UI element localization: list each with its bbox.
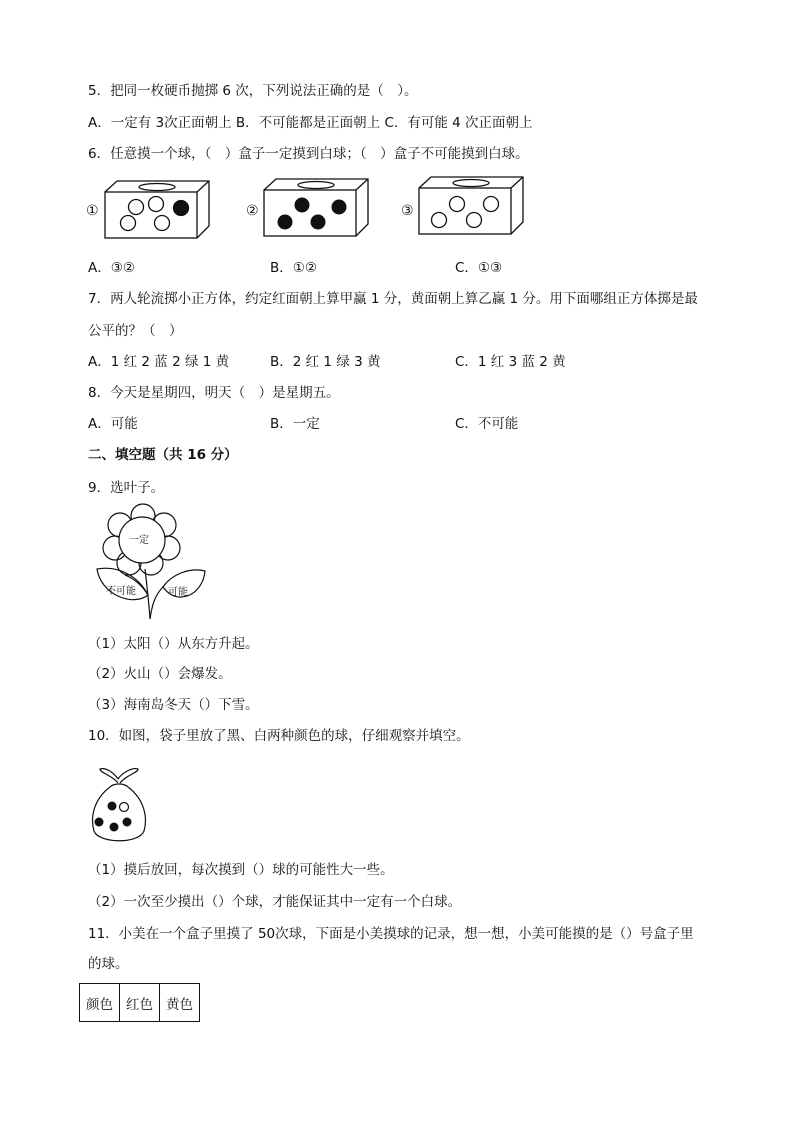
black-ball	[332, 200, 347, 215]
q11-stem-line1: 11．小美在一个盒子里摸了 50次球，下面是小美摸球的记录，想一想，小美可能摸的是（）号盒子里	[88, 926, 694, 942]
table-row	[80, 984, 200, 1022]
white-ball	[484, 197, 499, 212]
q7-option-b: B．2 红 1 绿 3 黄	[270, 354, 381, 370]
q7-stem-line1: 7．两人轮流掷小正方体，约定红面朝上算甲赢 1 分，黄面朝上算乙赢 1 分。用下面哪组正方体掷是最	[88, 291, 698, 307]
q5-options: A．一定有 3次正面朝上 B．不可能都是正面朝上 C．有可能 4 次正面朝上	[88, 115, 533, 131]
leaf-left-label: 不可能	[106, 586, 136, 597]
leaf-right-label: 可能	[168, 587, 188, 598]
black-ball	[123, 818, 132, 827]
white-ball	[467, 213, 482, 228]
q6-option-a: A．③②	[88, 260, 135, 276]
box-3-figure	[419, 176, 525, 236]
white-ball	[121, 216, 136, 231]
black-ball	[174, 201, 189, 216]
black-ball	[278, 215, 293, 230]
black-ball	[295, 198, 310, 213]
section-2-title: 二、填空题（共 16 分）	[88, 447, 238, 463]
box-2-label: ②	[246, 203, 259, 219]
flower-center-label: 一定	[129, 535, 149, 546]
black-ball	[95, 818, 104, 827]
table-header-color: 颜色	[80, 984, 120, 1022]
q6-option-c: C．①③	[455, 260, 503, 276]
q8-stem: 8．今天是星期四，明天（ ）是星期五。	[88, 385, 340, 401]
black-ball	[110, 823, 119, 832]
q8-option-a: A．可能	[88, 416, 138, 432]
q9-stem: 9．选叶子。	[88, 480, 165, 496]
white-ball	[149, 197, 164, 212]
table-header-yellow: 黄色	[160, 984, 200, 1022]
white-ball	[155, 216, 170, 231]
q5-stem: 5．把同一枚硬币抛掷 6 次，下列说法正确的是（ ）。	[88, 83, 418, 99]
white-ball	[450, 197, 465, 212]
box-1-label: ①	[86, 203, 99, 219]
q7-stem-line2: 公平的？（ ）	[88, 323, 183, 339]
black-ball	[311, 215, 326, 230]
flower-figure	[95, 507, 213, 625]
q9-item-3: （3）海南岛冬天（）下雪。	[88, 697, 259, 713]
q6-option-b: B．①②	[270, 260, 317, 276]
white-ball	[129, 200, 144, 215]
q8-option-c: C．不可能	[455, 416, 519, 432]
q9-item-1: （1）太阳（）从东方升起。	[88, 636, 259, 652]
q10-stem: 10．如图，袋子里放了黑、白两种颜色的球，仔细观察并填空。	[88, 728, 470, 744]
record-table	[79, 983, 200, 1022]
white-ball	[432, 213, 447, 228]
q8-option-b: B．一定	[270, 416, 320, 432]
white-ball	[120, 803, 129, 812]
box-2-figure	[264, 178, 370, 238]
q9-item-2: （2）火山（）会爆发。	[88, 666, 232, 682]
q7-option-c: C．1 红 3 蓝 2 黄	[455, 354, 566, 370]
box-3-label: ③	[401, 203, 414, 219]
q11-stem-line2: 的球。	[88, 956, 129, 972]
bag-figure	[88, 765, 150, 847]
box-1-figure	[105, 180, 211, 240]
table-header-red: 红色	[120, 984, 160, 1022]
q10-item-2: （2）一次至少摸出（）个球，才能保证其中一定有一个白球。	[88, 894, 462, 910]
q10-item-1: （1）摸后放回，每次摸到（）球的可能性大一些。	[88, 862, 394, 878]
q6-stem: 6．任意摸一个球，（ ）盒子一定摸到白球；（ ）盒子不可能摸到白球。	[88, 146, 529, 162]
black-ball	[108, 802, 117, 811]
q7-option-a: A．1 红 2 蓝 2 绿 1 黄	[88, 354, 230, 370]
